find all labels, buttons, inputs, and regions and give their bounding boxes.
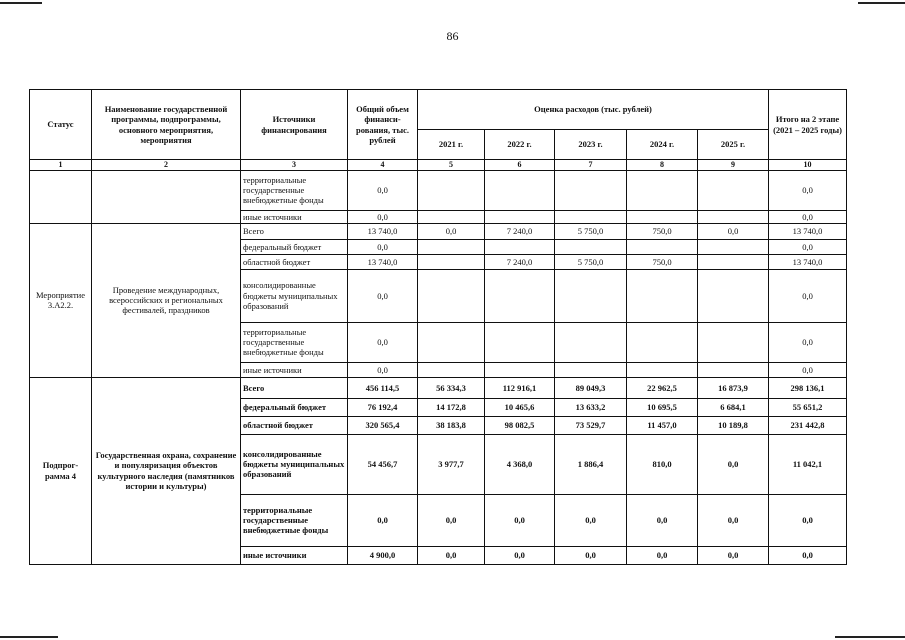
value-cell [698, 269, 769, 322]
value-cell [627, 210, 698, 223]
value-cell: 0,0 [769, 170, 847, 210]
value-cell [555, 269, 627, 322]
header-year-2021: 2021 г. [418, 130, 485, 160]
value-cell [698, 239, 769, 254]
value-cell: 4 368,0 [485, 434, 555, 494]
value-cell [418, 269, 485, 322]
source-cell: федеральный бюджет [241, 239, 348, 254]
value-cell [485, 362, 555, 377]
source-cell: территориальные государственные внебюджетные фонды [241, 322, 348, 362]
value-cell: 112 916,1 [485, 377, 555, 398]
value-cell: 0,0 [348, 170, 418, 210]
value-cell [555, 362, 627, 377]
row-status: Мероприятие 3.А2.2. [30, 223, 92, 377]
value-cell: 0,0 [418, 546, 485, 564]
value-cell: 0,0 [769, 210, 847, 223]
value-cell: 0,0 [698, 434, 769, 494]
value-cell: 3 977,7 [418, 434, 485, 494]
column-number-row [30, 160, 847, 171]
column-number: 9 [698, 160, 769, 171]
value-cell: 0,0 [348, 494, 418, 546]
header-year-2024: 2024 г. [627, 130, 698, 160]
source-cell: федеральный бюджет [241, 398, 348, 416]
value-cell: 750,0 [627, 254, 698, 269]
value-cell: 298 136,1 [769, 377, 847, 398]
value-cell [555, 239, 627, 254]
value-cell [485, 269, 555, 322]
column-number: 1 [30, 160, 92, 171]
value-cell: 0,0 [418, 494, 485, 546]
value-cell: 750,0 [627, 223, 698, 239]
column-number: 5 [418, 160, 485, 171]
value-cell: 456 114,5 [348, 377, 418, 398]
value-cell [418, 322, 485, 362]
value-cell: 13 740,0 [348, 223, 418, 239]
row-status: Подпрог-рамма 4 [30, 377, 92, 564]
scan-artifact-top-right [858, 2, 905, 4]
row-name: Проведение международных, всероссийских и региональных фестивалей, праздников [92, 223, 241, 377]
value-cell: 7 240,0 [485, 223, 555, 239]
value-cell: 0,0 [769, 239, 847, 254]
value-cell: 0,0 [555, 546, 627, 564]
value-cell: 0,0 [348, 322, 418, 362]
value-cell: 76 192,4 [348, 398, 418, 416]
header-total: Общий объем финанси-рования, тыс. рублей [348, 90, 418, 160]
value-cell [698, 254, 769, 269]
column-number: 8 [627, 160, 698, 171]
header-sources: Источники финансирования [241, 90, 348, 160]
value-cell [555, 210, 627, 223]
value-cell: 98 082,5 [485, 416, 555, 434]
header-row-1 [30, 90, 847, 130]
value-cell: 73 529,7 [555, 416, 627, 434]
value-cell [627, 322, 698, 362]
value-cell: 0,0 [698, 223, 769, 239]
header-status: Статус [30, 90, 92, 160]
value-cell [418, 254, 485, 269]
source-cell: Всего [241, 223, 348, 239]
value-cell: 16 873,9 [698, 377, 769, 398]
header-year-2023: 2023 г. [555, 130, 627, 160]
value-cell: 0,0 [348, 210, 418, 223]
value-cell [698, 362, 769, 377]
value-cell: 320 565,4 [348, 416, 418, 434]
column-number: 6 [485, 160, 555, 171]
value-cell: 0,0 [627, 494, 698, 546]
value-cell: 89 049,3 [555, 377, 627, 398]
value-cell: 14 172,8 [418, 398, 485, 416]
value-cell: 0,0 [769, 546, 847, 564]
value-cell: 0,0 [769, 322, 847, 362]
source-cell: иные источники [241, 362, 348, 377]
header-itogo: Итого на 2 этапе (2021 – 2025 годы) [769, 90, 847, 160]
value-cell [485, 239, 555, 254]
source-cell: территориальные государственные внебюджетные фонды [241, 494, 348, 546]
value-cell: 0,0 [769, 362, 847, 377]
value-cell: 10 189,8 [698, 416, 769, 434]
value-cell [418, 239, 485, 254]
source-cell: территориальные государственные внебюджетные фонды [241, 170, 348, 210]
value-cell: 810,0 [627, 434, 698, 494]
value-cell [418, 210, 485, 223]
value-cell: 4 900,0 [348, 546, 418, 564]
value-cell [627, 362, 698, 377]
value-cell [418, 170, 485, 210]
header-year-2022: 2022 г. [485, 130, 555, 160]
value-cell: 11 457,0 [627, 416, 698, 434]
value-cell [555, 322, 627, 362]
value-cell: 38 183,8 [418, 416, 485, 434]
table-row [30, 377, 847, 398]
source-cell: консолидированные бюджеты муниципальных образований [241, 434, 348, 494]
source-cell: консолидированные бюджеты муниципальных образований [241, 269, 348, 322]
table-row [30, 223, 847, 239]
value-cell [698, 170, 769, 210]
value-cell: 0,0 [418, 223, 485, 239]
value-cell [485, 210, 555, 223]
column-number: 4 [348, 160, 418, 171]
value-cell [698, 210, 769, 223]
value-cell: 13 740,0 [769, 254, 847, 269]
value-cell: 13 740,0 [348, 254, 418, 269]
value-cell: 10 465,6 [485, 398, 555, 416]
row-status [30, 170, 92, 223]
header-estimate: Оценка расходов (тыс. рублей) [418, 90, 769, 130]
header-name: Наименование государственной программы, подпрограммы, основного мероприятия, мероприятия [92, 90, 241, 160]
value-cell: 5 750,0 [555, 254, 627, 269]
scan-artifact-bottom-left [0, 636, 58, 638]
value-cell [627, 269, 698, 322]
value-cell [485, 170, 555, 210]
source-cell: иные источники [241, 210, 348, 223]
value-cell: 0,0 [769, 269, 847, 322]
value-cell [627, 239, 698, 254]
value-cell: 0,0 [348, 239, 418, 254]
scan-artifact-bottom-right [835, 636, 905, 638]
value-cell: 0,0 [555, 494, 627, 546]
value-cell [698, 322, 769, 362]
value-cell: 0,0 [485, 546, 555, 564]
header-year-2025: 2025 г. [698, 130, 769, 160]
source-cell: областной бюджет [241, 416, 348, 434]
value-cell: 0,0 [627, 546, 698, 564]
value-cell [418, 362, 485, 377]
column-number: 10 [769, 160, 847, 171]
value-cell [555, 170, 627, 210]
source-cell: областной бюджет [241, 254, 348, 269]
value-cell: 56 334,3 [418, 377, 485, 398]
value-cell: 13 740,0 [769, 223, 847, 239]
value-cell: 0,0 [485, 494, 555, 546]
value-cell: 0,0 [698, 494, 769, 546]
page-number: 86 [446, 29, 459, 43]
value-cell: 0,0 [348, 362, 418, 377]
value-cell: 0,0 [698, 546, 769, 564]
column-number: 7 [555, 160, 627, 171]
table-row [30, 170, 847, 210]
value-cell: 231 442,8 [769, 416, 847, 434]
value-cell: 5 750,0 [555, 223, 627, 239]
value-cell: 0,0 [348, 269, 418, 322]
value-cell: 54 456,7 [348, 434, 418, 494]
source-cell: иные источники [241, 546, 348, 564]
value-cell: 1 886,4 [555, 434, 627, 494]
source-cell: Всего [241, 377, 348, 398]
value-cell: 7 240,0 [485, 254, 555, 269]
scan-artifact-top-left [0, 2, 42, 4]
value-cell [627, 170, 698, 210]
row-name: Государственная охрана, сохранение и популяризация объектов культурного наследия (памятников истории и культуры) [92, 377, 241, 564]
column-number: 2 [92, 160, 241, 171]
value-cell: 0,0 [769, 494, 847, 546]
value-cell: 11 042,1 [769, 434, 847, 494]
row-name [92, 170, 241, 223]
budget-table [29, 89, 847, 565]
value-cell: 22 962,5 [627, 377, 698, 398]
value-cell: 55 651,2 [769, 398, 847, 416]
value-cell [485, 322, 555, 362]
column-number: 3 [241, 160, 348, 171]
value-cell: 13 633,2 [555, 398, 627, 416]
value-cell: 10 695,5 [627, 398, 698, 416]
value-cell: 6 684,1 [698, 398, 769, 416]
